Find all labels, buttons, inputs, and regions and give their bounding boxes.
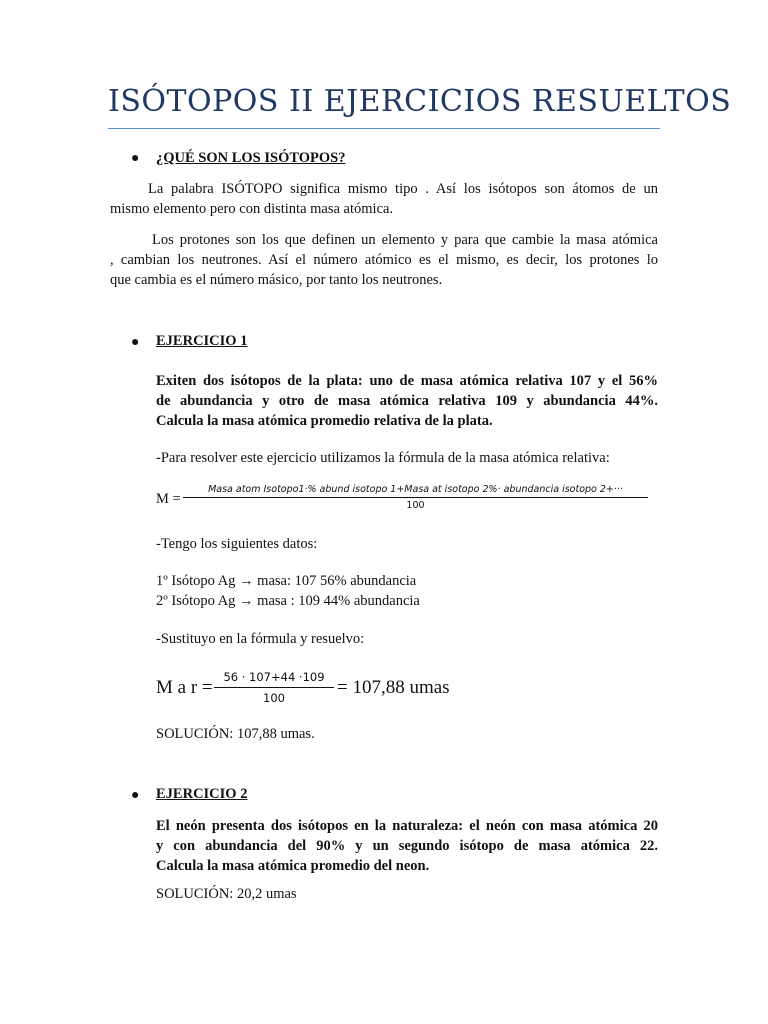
formula-lhs: M = (156, 491, 181, 507)
paragraph-line: Los protones son los que definen un elemento y para que cambie la masa atómica (152, 232, 658, 248)
substitution-intro: -Sustituyo en la fórmula y resuelvo: (156, 631, 365, 647)
bullet-icon: ● (131, 151, 140, 166)
exercise-statement-line: Calcula la masa atómica promedio relativa de la plata. (156, 413, 493, 429)
exercise-2-heading: EJERCICIO 2 (156, 786, 248, 802)
exercise-statement-line: y con abundancia del 90% y un segundo isótopo de masa atómica 22. (156, 838, 658, 854)
fraction-bar (214, 687, 334, 688)
exercise-statement-line: de abundancia y otro de masa atómica relativa 109 y abundancia 44%. (156, 393, 658, 409)
formula-denominator: 100 (406, 500, 425, 511)
paragraph-line: , cambian los neutrones. Así el número atómico es el mismo, es decir, los protones lo (110, 252, 658, 268)
exercise-statement-line: Calcula la masa atómica promedio del neon. (156, 858, 430, 874)
page-title: ISÓTOPOS II EJERCICIOS RESUELTOS (108, 84, 732, 119)
bullet-icon: ● (131, 335, 140, 350)
formula-numerator: Masa atom Isotopo1·% abund isotopo 1+Masa at isotopo 2%· abundancia isotopo 2+··· (208, 484, 623, 495)
calc-lhs: M a r = (156, 677, 213, 698)
exercise-1-solution: SOLUCIÓN: 107,88 umas. (156, 726, 315, 742)
paragraph-line: mismo elemento pero con distinta masa atómica. (110, 201, 394, 217)
exercise-2-solution: SOLUCIÓN: 20,2 umas (156, 886, 297, 902)
data-line-isotope-2: 2º Isótopo Ag → masa : 109 44% abundancia (156, 593, 420, 609)
section-heading-isotopos: ¿QUÉ SON LOS ISÓTOPOS? (156, 150, 346, 166)
exercise-statement-line: El neón presenta dos isótopos en la naturaleza: el neón con masa atómica 20 (156, 818, 658, 834)
paragraph-line: La palabra ISÓTOPO significa mismo tipo . Así los isótopos son átomos de un (148, 181, 658, 197)
bullet-icon: ● (131, 788, 140, 803)
calc-numerator: 56 · 107+44 ·109 (223, 670, 325, 684)
formula-intro: -Para resolver este ejercicio utilizamos la fórmula de la masa atómica relativa: (156, 450, 610, 466)
fraction-bar (183, 497, 648, 498)
paragraph-line: que cambia es el número másico, por tanto los neutrones. (110, 272, 443, 288)
data-line-isotope-1: 1º Isótopo Ag → masa: 107 56% abundancia (156, 573, 417, 589)
calc-denominator: 100 (263, 691, 285, 705)
calc-result: = 107,88 umas (337, 677, 450, 698)
data-intro: -Tengo los siguientes datos: (156, 536, 318, 552)
exercise-statement-line: Exiten dos isótopos de la plata: uno de masa atómica relativa 107 y el 56% (156, 373, 658, 389)
title-divider (108, 128, 660, 129)
exercise-1-heading: EJERCICIO 1 (156, 333, 248, 349)
calculation-fraction (214, 670, 334, 705)
relative-mass-formula (183, 484, 648, 511)
